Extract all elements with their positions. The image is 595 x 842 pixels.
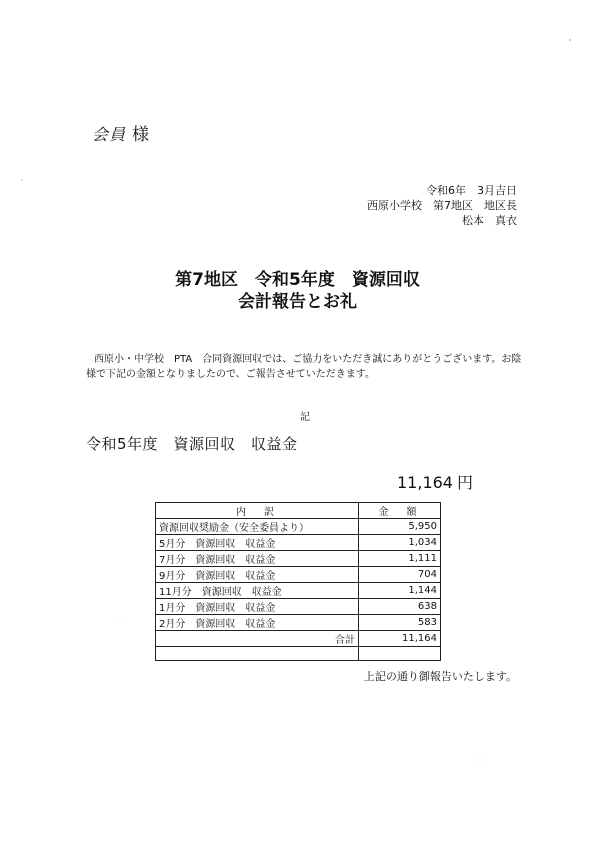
row-amount: 5,950 — [359, 519, 441, 535]
table-row — [156, 535, 441, 551]
sender-name: 松本 真衣 — [462, 214, 517, 227]
row-amount: 1,144 — [359, 583, 441, 599]
row-item: 9月分 資源回収 収益金 — [156, 567, 359, 583]
table-header-row — [156, 503, 441, 519]
section-heading: 令和5年度 資源回収 収益金 — [86, 435, 298, 453]
row-item: 5月分 資源回収 収益金 — [156, 535, 359, 551]
blank-cell — [359, 647, 441, 661]
sender-block — [367, 183, 517, 228]
row-item: 11月分 資源回収 収益金 — [156, 583, 359, 599]
table-row — [156, 583, 441, 599]
table-row — [156, 519, 441, 535]
total-amount-value: 11,164 — [397, 473, 453, 492]
row-item: 7月分 資源回収 収益金 — [156, 551, 359, 567]
body-paragraph: 西原小・中学校 PTA 合同資源回収では、ご協力をいただき誠にありがとうございます。お陰様で下記の金額となりましたので、ご報告させていただきます。 — [86, 354, 522, 380]
row-item: 2月分 資源回収 収益金 — [156, 615, 359, 631]
table-row — [156, 567, 441, 583]
total-value: 11,164 — [359, 631, 441, 647]
document-title: 第7地区 令和5年度 資源回収 — [175, 270, 420, 290]
table-row — [156, 551, 441, 567]
row-amount: 583 — [359, 615, 441, 631]
total-amount — [397, 470, 473, 493]
sender-organization: 西原小学校 第7地区 地区長 — [367, 199, 517, 212]
row-amount: 1,111 — [359, 551, 441, 567]
addressee-honorific: 様 — [132, 125, 152, 145]
sender-date: 令和6年 3月吉日 — [426, 184, 517, 197]
blank-cell — [156, 647, 359, 661]
table-row — [156, 599, 441, 615]
addressee-handwritten: 会員 — [92, 125, 127, 144]
row-item: 1月分 資源回収 収益金 — [156, 599, 359, 615]
closing-remark: 上記の通り御報告いたします。 — [363, 670, 517, 683]
document-subtitle: 会計報告とお礼 — [238, 292, 357, 312]
ki-marker: 記 — [300, 412, 310, 423]
breakdown-table — [155, 502, 441, 661]
row-amount: 1,034 — [359, 535, 441, 551]
row-amount: 638 — [359, 599, 441, 615]
row-amount: 704 — [359, 567, 441, 583]
addressee — [92, 120, 151, 145]
table-total-row — [156, 631, 441, 647]
header-amount: 金 額 — [359, 503, 441, 519]
table-blank-row — [156, 647, 441, 661]
row-item: 資源回収奨励金（安全委員より） — [156, 519, 359, 535]
total-amount-unit: 円 — [456, 473, 473, 492]
total-label: 合計 — [156, 631, 359, 647]
table-row — [156, 615, 441, 631]
header-item: 内 訳 — [156, 503, 359, 519]
